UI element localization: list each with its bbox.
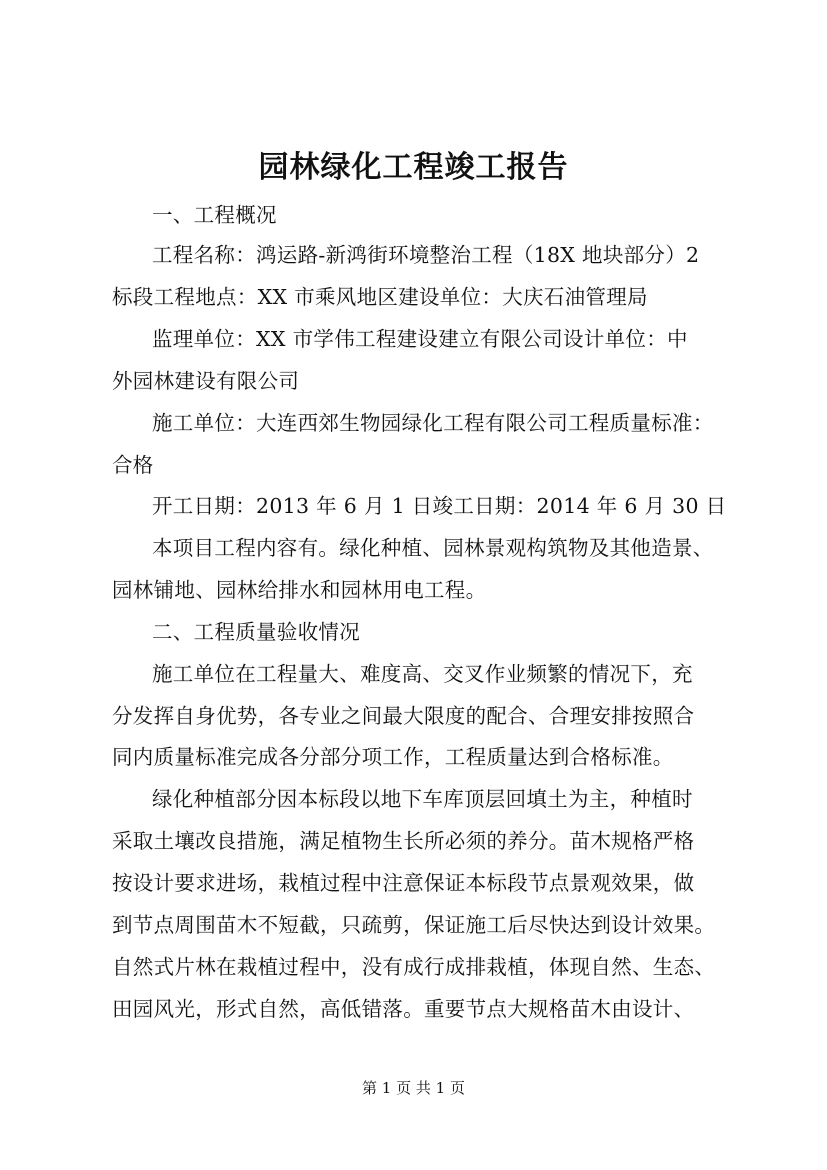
document-title: 园林绿化工程竣工报告 xyxy=(258,150,569,185)
section-heading-overview: 一、工程概况 xyxy=(152,203,277,227)
section-heading-quality: 二、工程质量验收情况 xyxy=(152,620,360,644)
paragraph-line: 按设计要求进场，栽植过程中注意保证本标段节点景观效果，做 xyxy=(112,871,695,895)
paragraph-line: 同内质量标准完成各分部分项工作，工程质量达到合格标准。 xyxy=(112,745,674,769)
paragraph-line: 施工单位：大连西郊生物园绿化工程有限公司工程质量标准： xyxy=(152,411,714,435)
paragraph-line: 自然式片林在栽植过程中，没有成行成排栽植，体现自然、生态、 xyxy=(112,955,716,979)
paragraph-line: 标段工程地点：XX 市乘风地区建设单位：大庆石油管理局 xyxy=(112,285,648,309)
paragraph-line: 施工单位在工程量大、难度高、交叉作业频繁的情况下，充 xyxy=(152,662,693,686)
paragraph-line: 分发挥自身优势，各专业之间最大限度的配合、合理安排按照合 xyxy=(112,704,695,728)
paragraph-line: 绿化种植部分因本标段以地下车库顶层回填土为主，种植时 xyxy=(152,787,693,811)
paragraph-line: 外园林建设有限公司 xyxy=(112,369,300,393)
paragraph-line: 监理单位：XX 市学伟工程建设建立有限公司设计单位：中 xyxy=(152,327,688,351)
paragraph-line: 园林铺地、园林给排水和园林用电工程。 xyxy=(112,578,487,602)
paragraph-line: 合格 xyxy=(112,453,154,477)
paragraph-line: 田园风光，形式自然，高低错落。重要节点大规格苗木由设计、 xyxy=(112,997,695,1021)
paragraph-line: 开工日期：2013 年 6 月 1 日竣工日期：2014 年 6 月 30 日 xyxy=(152,494,727,518)
paragraph-line: 采取土壤改良措施，满足植物生长所必须的养分。苗木规格严格 xyxy=(112,829,695,853)
paragraph-line: 到节点周围苗木不短截，只疏剪，保证施工后尽快达到设计效果。 xyxy=(112,913,716,937)
paragraph-line: 工程名称：鸿运路-新鸿街环境整治工程（18X 地块部分）2 xyxy=(152,243,700,267)
paragraph-line: 本项目工程内容有。绿化种植、园林景观构筑物及其他造景、 xyxy=(152,536,714,560)
page-footer: 第 1 页 共 1 页 xyxy=(362,1079,465,1097)
